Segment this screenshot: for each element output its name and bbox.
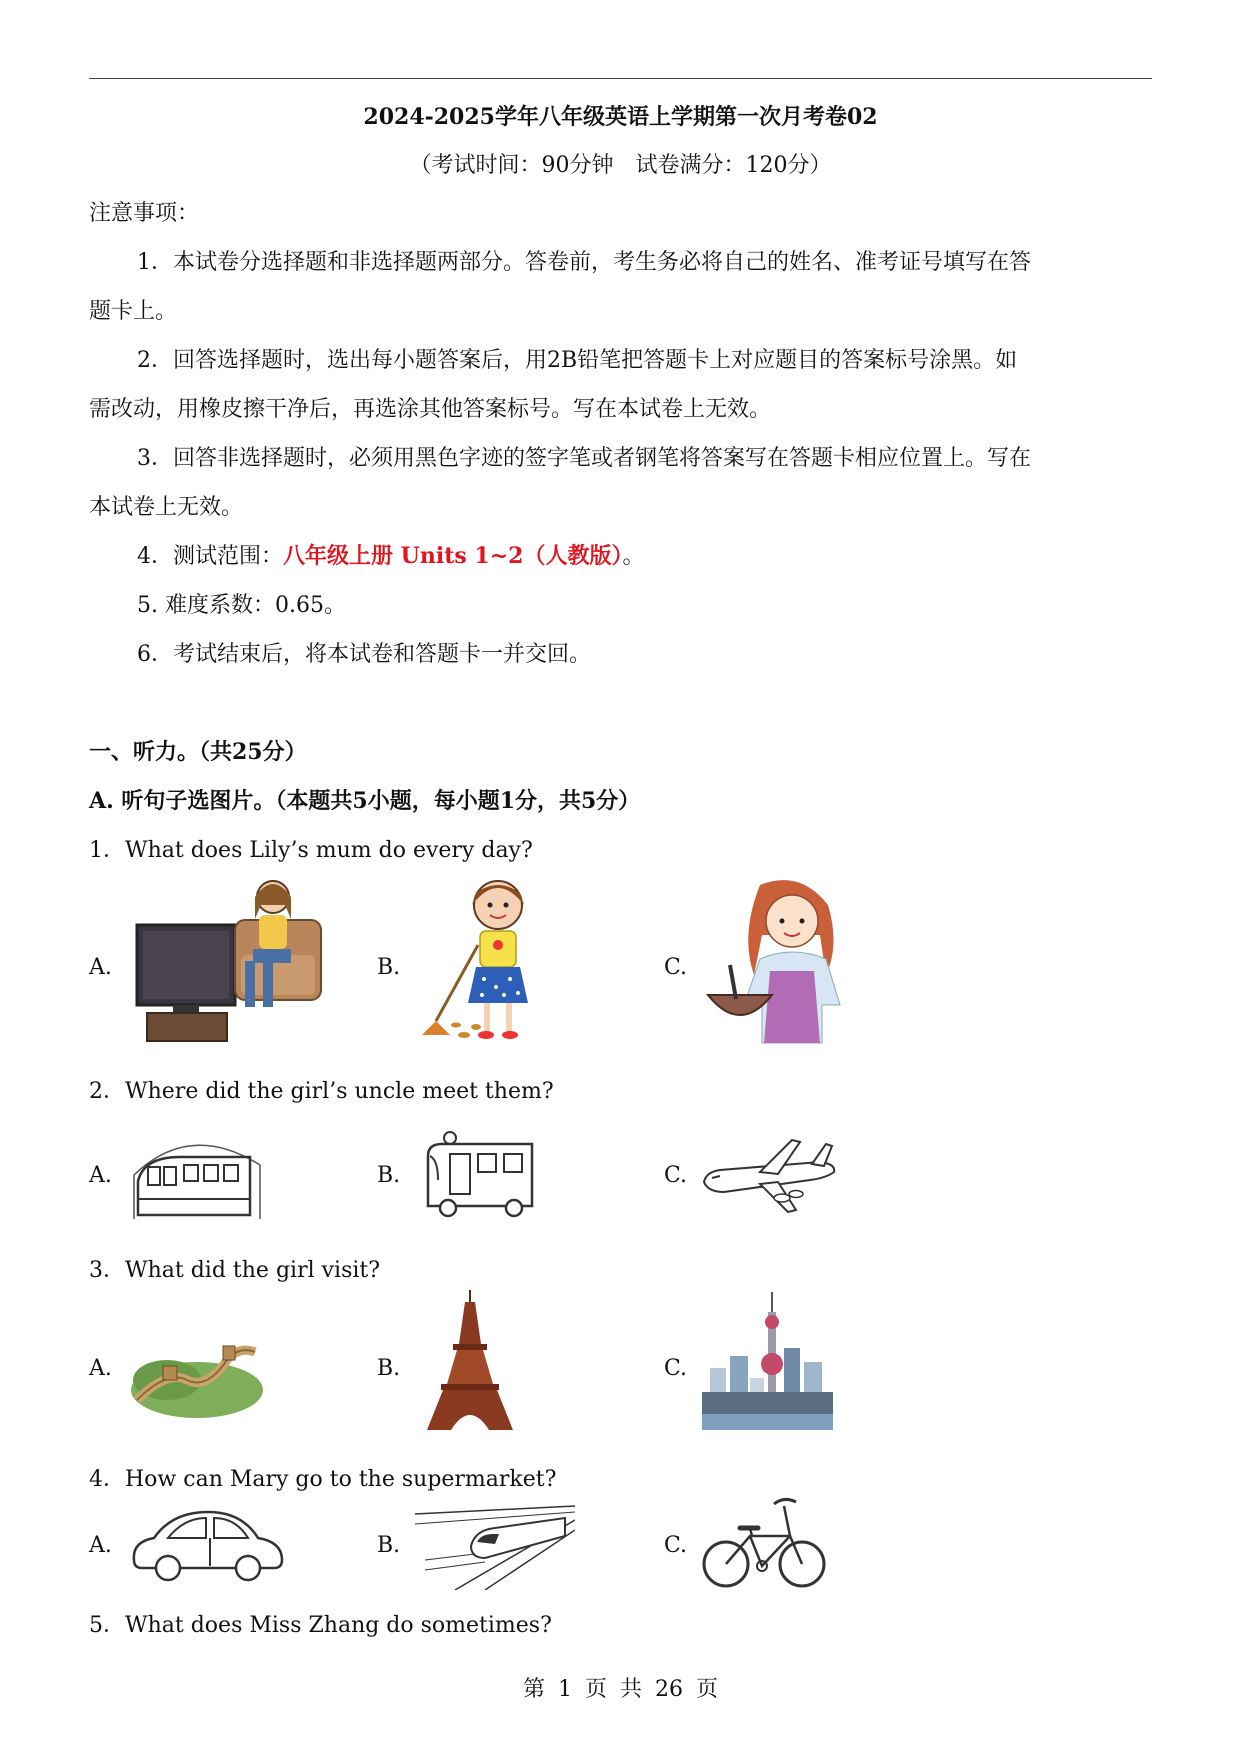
q1-option-b: B. [377,955,401,980]
shanghai-skyline-icon [700,1292,835,1430]
top-rule [89,78,1152,79]
notice-item-2-line2: 需改动，用橡皮擦干净后，再选涂其他答案标号。写在本试卷上无效。 [89,397,772,422]
q2-option-a: A. [89,1163,112,1188]
great-wall-icon [127,1330,265,1420]
section-heading: 一、听力。（共25分） [89,739,307,765]
q3-option-a: A. [89,1356,112,1381]
question-3: 3．What did the girl visit? [89,1258,381,1283]
q1-option-a: A. [89,955,112,980]
notice-heading: 注意事项： [89,201,200,226]
q4-option-a: A. [89,1533,112,1558]
notice-item-4-suffix: 。 [622,544,645,569]
question-5: 5．What does Miss Zhang do sometimes? [89,1613,552,1638]
notice-item-3-line2: 本试卷上无效。 [89,495,244,520]
q3-option-c: C. [664,1356,688,1381]
notice-item-6: 6．考试结束后，将本试卷和答题卡一并交回。 [137,642,591,667]
q2-option-b: B. [377,1163,401,1188]
car-icon [128,1508,288,1584]
notice-item-1-line2: 题卡上。 [89,299,178,324]
notice-item-5: 5. 难度系数：0.65。 [137,593,346,618]
q4-option-c: C. [664,1533,688,1558]
bicycle-icon [700,1492,830,1592]
watching-tv-icon [135,875,325,1045]
q3-option-b: B. [377,1356,401,1381]
part-a-heading: A. 听句子选图片。（本题共5小题，每小题1分，共5分） [89,788,641,814]
sweeping-leaves-icon [420,875,550,1045]
notice-item-2-line1: 2．回答选择题时，选出每小题答案后，用2B铅笔把答题卡上对应题目的答案标号涂黑。如 [137,348,1018,373]
exam-subtitle: （考试时间：90分钟 试卷满分：120分） [409,153,832,178]
question-4: 4．How can Mary go to the supermarket? [89,1467,557,1492]
question-1: 1．What does Lily’s mum do every day? [89,838,533,863]
page-footer: 第 1 页 共 26 页 [523,1677,718,1702]
q1-option-c: C. [664,955,688,980]
notice-item-4-prefix: 4．测试范围： [137,544,283,569]
train-icon [415,1500,575,1590]
subway-icon [130,1135,265,1223]
bus-icon [420,1130,540,1220]
q2-option-c: C. [664,1163,688,1188]
notice-item-4 [137,539,644,570]
q4-option-b: B. [377,1533,401,1558]
question-2: 2．Where did the girl’s uncle meet them? [89,1079,554,1104]
cooking-icon [700,875,850,1045]
notice-item-1-line1: 1．本试卷分选择题和非选择题两部分。答卷前，考生务必将自己的姓名、准考证号填写在答 [137,250,1032,275]
notice-item-3-line1: 3．回答非选择题时，必须用黑色字迹的签字笔或者钢笔将答案写在答题卡相应位置上。写在 [137,446,1032,471]
eiffel-tower-icon [425,1290,515,1430]
airplane-icon [700,1138,840,1214]
test-scope-highlight: 八年级上册 Units 1~2（人教版） [283,543,623,569]
exam-title: 2024-2025学年八年级英语上学期第一次月考卷02 [363,104,878,130]
